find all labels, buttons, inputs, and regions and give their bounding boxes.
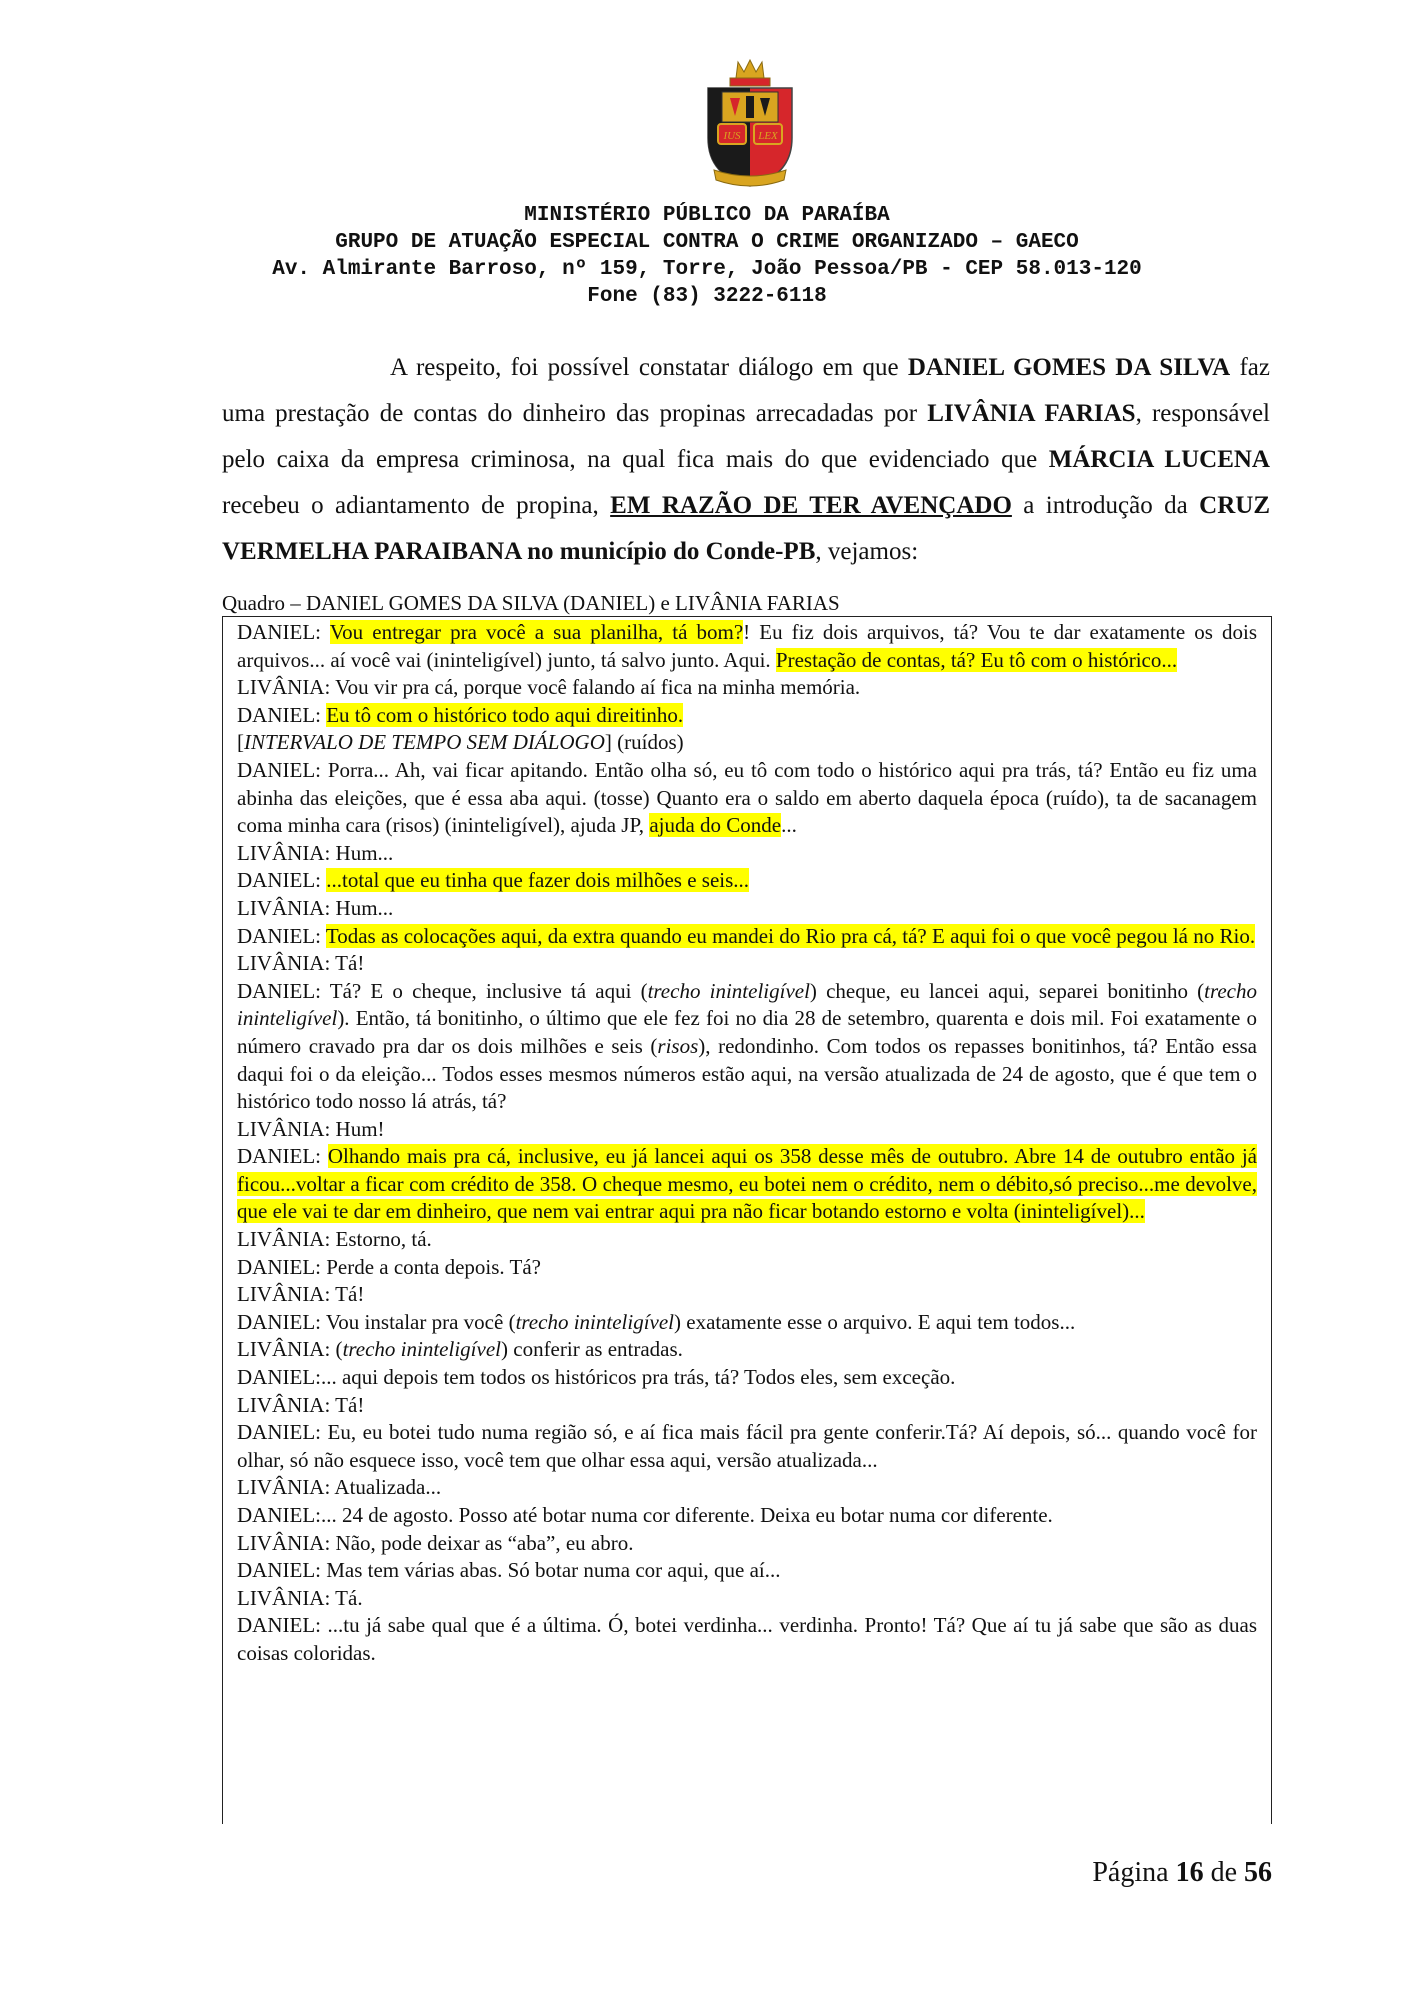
table-caption: Quadro – DANIEL GOMES DA SILVA (DANIEL) e LIVÂNIA FARIAS	[222, 591, 840, 615]
transcript-box	[222, 616, 1272, 1824]
letterhead-address: Av. Almirante Barroso, nº 159, Torre, João Pessoa/PB - CEP 58.013-120	[272, 258, 1142, 281]
speaker-text: DANIEL:	[237, 620, 330, 644]
transcript-line: LIVÂNIA: Tá.	[237, 1585, 363, 1610]
transcript-line: LIVÂNIA: Hum...	[237, 840, 394, 865]
highlighted-text: Todas as colocações aqui, da extra quando eu mandei do Rio pra cá, tá? E aqui foi o que você pegou lá no Rio.	[325, 923, 1256, 948]
highlighted-text: ...total que eu tinha que fazer dois milhões e seis...	[326, 868, 750, 893]
speech-text: DANIEL: Tá? E o cheque, inclusive tá aqui (	[237, 978, 648, 1003]
transcript-line	[237, 1309, 1257, 1337]
transcript-line	[237, 619, 1257, 674]
italic-text: risos	[657, 1033, 699, 1058]
letterhead-institution: MINISTÉRIO PÚBLICO DA PARAÍBA	[524, 204, 890, 227]
transcript-line	[237, 702, 1257, 730]
intro-bold-underlined: EM RAZÃO DE TER AVENÇADO	[610, 492, 1012, 519]
transcript-line: LIVÂNIA: Hum!	[237, 1116, 385, 1141]
speaker-text: DANIEL:	[237, 868, 327, 893]
svg-text:IUS: IUS	[723, 130, 741, 142]
speech-text: ...	[781, 813, 797, 838]
intro-text: faz uma prestação de contas do dinheiro das propinas arrecadadas por	[222, 354, 1270, 427]
speaker-text: DANIEL:	[237, 702, 327, 727]
highlighted-text: Prestação de contas, tá? Eu tô com o histórico...	[775, 647, 1178, 672]
intro-bold-name: MÁRCIA LUCENA	[1048, 446, 1270, 473]
institution-crest-logo	[700, 58, 800, 190]
letterhead	[0, 202, 1414, 310]
italic-text: trecho ininteligível	[647, 978, 810, 1003]
transcript-line	[237, 1143, 1257, 1226]
speaker-text: DANIEL:	[237, 1144, 328, 1169]
transcript-line: LIVÂNIA: Atualizada...	[237, 1475, 442, 1500]
transcript-line: LIVÂNIA: Não, pode deixar as “aba”, eu abro.	[237, 1530, 634, 1555]
page-number-separator: de	[1203, 1857, 1244, 1888]
speech-text: ] (ruídos)	[604, 730, 684, 755]
page-number	[1092, 1856, 1272, 1890]
highlighted-text: Eu tô com o histórico todo aqui direitinho.	[326, 702, 684, 727]
speech-text: ! Eu fiz dois arquivos, tá? Vou te dar exatamente os dois arquivos... aí você vai (ininteligível) junto, tá salvo junto. Aqui.	[237, 620, 1258, 672]
speech-text: DANIEL: Vou instalar pra você (	[237, 1309, 516, 1334]
transcript-line: LIVÂNIA: Estorno, tá.	[237, 1227, 432, 1252]
highlighted-text: ajuda do Conde	[649, 813, 782, 838]
transcript-line: DANIEL: Mas tem várias abas. Só botar numa cor aqui, que aí...	[237, 1558, 781, 1583]
transcript-line: LIVÂNIA: Vou vir pra cá, porque você falando aí fica na minha memória.	[237, 675, 861, 700]
transcript-line: DANIEL: Eu, eu botei tudo numa região só, e aí fica mais fácil pra gente conferir.Tá? Aí depois, só... quando você for olhar, só não esquece isso, você tem que olhar essa aqui, versão atualizada...	[237, 1420, 1257, 1472]
transcript-line: LIVÂNIA: Tá!	[237, 951, 365, 976]
transcript-line	[237, 923, 1257, 951]
transcript-line	[237, 867, 1257, 895]
intro-bold-name: LIVÂNIA FARIAS	[927, 400, 1136, 427]
page-number-label: Página	[1092, 1857, 1176, 1888]
intro-text: , responsável pelo caixa da empresa criminosa, na qual fica mais do que evidenciado que	[222, 400, 1270, 473]
intro-text: a introdução da	[1011, 492, 1200, 519]
speech-text: ) cheque, eu lancei aqui, separei bonitinho (	[809, 978, 1205, 1003]
speaker-text: DANIEL:	[237, 923, 326, 948]
highlighted-text: Vou entregar pra você a sua planilha, tá bom?	[329, 620, 744, 644]
transcript-line	[237, 978, 1257, 1116]
speech-text: ), redondinho. Com todos os repasses bonitinhos, tá? Então essa daqui foi o da eleição... Todos esses mesmos números estão aqui, na versão atualizada de 24 de agosto, que é que tem o histórico todo nosso lá atrás, tá?	[237, 1033, 1257, 1114]
italic-text: INTERVALO DE TEMPO SEM DIÁLOGO	[244, 730, 605, 755]
italic-text: trecho ininteligível	[342, 1337, 501, 1362]
speech-text: DANIEL: Porra... Ah, vai ficar apitando. Então olha só, eu tô com todo o histórico aqui pra trás, tá? Então eu fiz uma abinha das eleições, que é essa aba aqui. (tosse) Quanto era o saldo em aberto daquela época (ruído), ta de sacanagem coma minha cara (risos) (ininteligível), ajuda JP,	[237, 757, 1257, 838]
intro-text: , vejamos:	[815, 538, 919, 565]
speech-text: [	[237, 730, 244, 755]
intro-bold-name: DANIEL GOMES DA SILVA	[907, 354, 1231, 381]
transcript-line: LIVÂNIA: Hum...	[237, 895, 394, 920]
transcript-line	[237, 1336, 1257, 1364]
intro-bold-name: CRUZ VERMELHA PARAIBANA no município do Conde-PB	[222, 492, 1270, 565]
current-page: 16	[1175, 1857, 1204, 1888]
transcript-line: DANIEL: Perde a conta depois. Tá?	[237, 1254, 542, 1279]
speech-text: ) exatamente esse o arquivo. E aqui tem todos...	[674, 1309, 1076, 1334]
speech-text: LIVÂNIA: (	[237, 1337, 343, 1362]
transcript-line: DANIEL: ...tu já sabe qual que é a última. Ó, botei verdinha... verdinha. Pronto! Tá? Que aí tu já sabe que são as duas coisas coloridas.	[237, 1613, 1257, 1665]
italic-text: trecho ininteligível	[237, 978, 1257, 1031]
svg-text:LEX: LEX	[758, 130, 778, 142]
intro-paragraph	[222, 345, 1270, 575]
italic-text: trecho ininteligível	[515, 1309, 675, 1334]
speech-text: ). Então, tá bonitinho, o último que ele fez foi no dia 28 de setembro, quarenta e dois mil. Foi exatamente o número cravado pra dar os dois milhões e seis (	[237, 1006, 1257, 1058]
transcript-line: DANIEL:... 24 de agosto. Posso até botar numa cor diferente. Deixa eu botar numa cor diferente.	[237, 1503, 1053, 1527]
speech-text: ) conferir as entradas.	[501, 1337, 683, 1362]
transcript-line: LIVÂNIA: Tá!	[237, 1392, 365, 1417]
transcript-line	[237, 757, 1257, 840]
transcript-line	[237, 729, 1257, 757]
transcript-line: DANIEL:... aqui depois tem todos os históricos pra trás, tá? Todos eles, sem exceção.	[237, 1365, 956, 1390]
letterhead-phone: Fone (83) 3222-6118	[587, 285, 827, 308]
intro-text: A respeito, foi possível constatar diálogo em que	[390, 354, 908, 381]
highlighted-text: Olhando mais pra cá, inclusive, eu já lancei aqui os 358 desse mês de outubro. Abre 14 de outubro então já ficou...voltar a ficar com crédito de 358. O cheque mesmo, eu botei nem o crédito, nem o débito,só preciso...me devolve, que ele vai te dar em dinheiro, que nem vai entrar aqui pra não ficar botando estorno e volta (ininteligível)...	[237, 1144, 1257, 1224]
intro-text: recebeu o adiantamento de propina,	[222, 492, 611, 519]
total-pages: 56	[1244, 1857, 1272, 1888]
letterhead-group: GRUPO DE ATUAÇÃO ESPECIAL CONTRA O CRIME ORGANIZADO – GAECO	[335, 231, 1079, 254]
transcript-line: LIVÂNIA: Tá!	[237, 1282, 365, 1307]
